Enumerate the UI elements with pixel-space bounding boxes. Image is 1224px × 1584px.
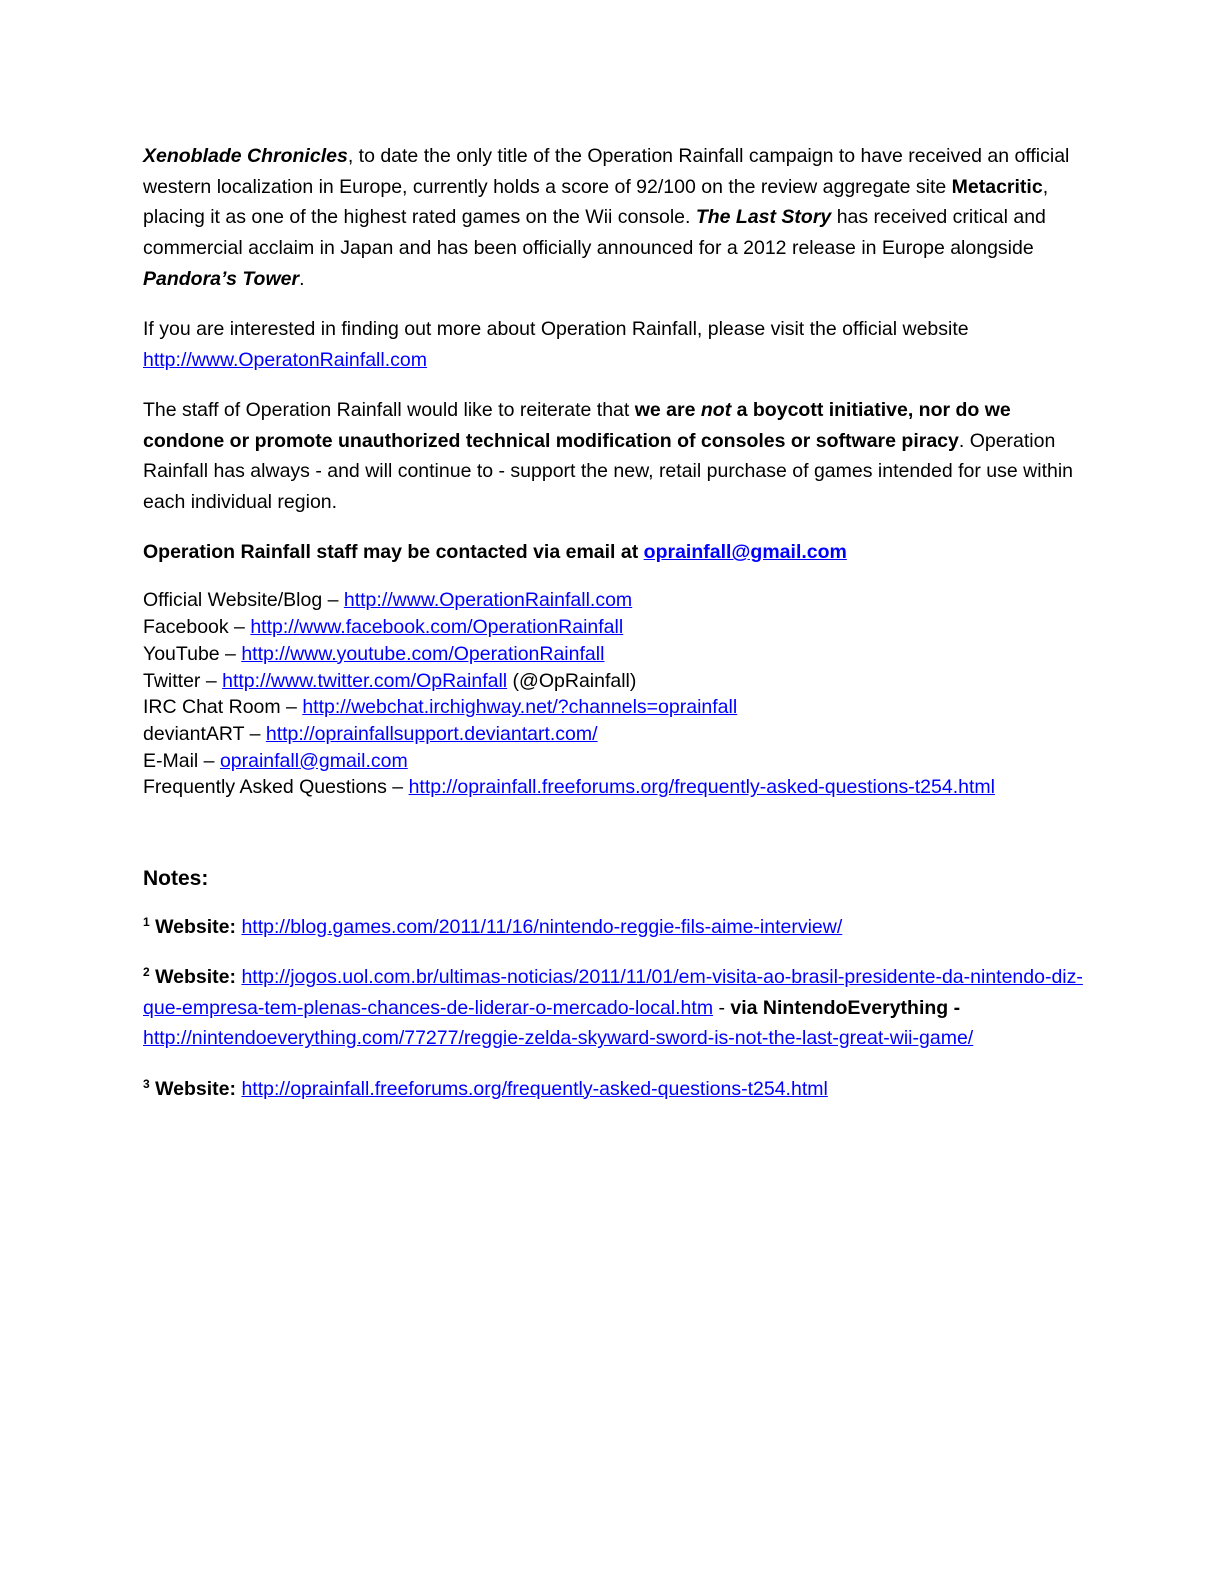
link-label: Twitter – bbox=[143, 669, 223, 692]
footnote-number: 3 bbox=[143, 1076, 150, 1091]
link-irc[interactable]: http://webchat.irchighway.net/?channels=oprainfall bbox=[302, 696, 738, 719]
link-label: Official Website/Blog – bbox=[143, 589, 344, 612]
separator: - bbox=[713, 996, 731, 1019]
link-row-faq bbox=[143, 774, 1083, 801]
text: , to date the only title of the Operation Rainfall campaign to have received an official western localization in Europe, currently holds a score of 92/100 on the review aggregate site bbox=[143, 145, 1070, 198]
title-last-story: The Last Story bbox=[695, 206, 832, 229]
link-deviantart[interactable]: http://oprainfallsupport.deviantart.com/ bbox=[265, 722, 598, 745]
bold-text: we are bbox=[634, 398, 701, 421]
link-label: IRC Chat Room – bbox=[143, 696, 303, 719]
via-label: via NintendoEverything - bbox=[730, 996, 961, 1019]
note-2-link[interactable]: http://jogos.uol.com.br/ultimas-noticias/2011/11/01/em-visita-ao-brasil-presidente-da-nintendo-diz-que-empresa-tem-plenas-chances-de-liderar-o-mercado-local.htm bbox=[143, 965, 1083, 1019]
link-label: deviantART – bbox=[143, 722, 266, 745]
link-row-email bbox=[143, 748, 1083, 775]
link-label: Facebook – bbox=[143, 616, 251, 639]
title-pandoras-tower: Pandora’s Tower bbox=[143, 267, 300, 290]
twitter-handle: (@OpRainfall) bbox=[507, 669, 637, 692]
metacritic-label: Metacritic bbox=[951, 175, 1043, 198]
text: The staff of Operation Rainfall would like to reiterate that bbox=[143, 398, 635, 421]
official-website-link[interactable]: http://www.OperatonRainfall.com bbox=[143, 348, 427, 371]
link-email[interactable]: oprainfall@gmail.com bbox=[219, 749, 408, 772]
link-row-facebook bbox=[143, 614, 1083, 641]
note-1-link[interactable]: http://blog.games.com/2011/11/16/nintendo-reggie-fils-aime-interview/ bbox=[241, 915, 843, 938]
note-label: Website: bbox=[155, 965, 237, 988]
link-row-irc bbox=[143, 694, 1083, 721]
footnote-number: 2 bbox=[143, 964, 150, 979]
notes-heading: Notes: bbox=[143, 867, 209, 891]
note-label: Website: bbox=[155, 1077, 237, 1100]
contact-email-link[interactable]: oprainfall@gmail.com bbox=[643, 541, 847, 564]
link-row-twitter bbox=[143, 668, 1083, 695]
note-3-link[interactable]: http://oprainfall.freeforums.org/frequently-asked-questions-t254.html bbox=[241, 1077, 828, 1100]
paragraph-website bbox=[143, 314, 1083, 375]
text: . bbox=[299, 267, 305, 290]
bold-italic-text: not bbox=[700, 398, 732, 421]
links-list bbox=[143, 587, 1083, 801]
paragraph-xenoblade bbox=[143, 141, 1083, 295]
note-1 bbox=[143, 912, 1083, 943]
link-row-youtube bbox=[143, 641, 1083, 668]
note-3 bbox=[143, 1074, 1083, 1105]
spacer bbox=[143, 801, 1083, 864]
document-page bbox=[143, 141, 1083, 1124]
note-label: Website: bbox=[155, 915, 237, 938]
note-2 bbox=[143, 962, 1083, 1054]
link-youtube[interactable]: http://www.youtube.com/OperationRainfall bbox=[241, 642, 605, 665]
footnote-number: 1 bbox=[143, 914, 150, 929]
title-xenoblade: Xenoblade Chronicles bbox=[143, 145, 348, 167]
link-label: YouTube – bbox=[143, 642, 242, 665]
bold-text: a boycott initiative, nor do we condone or promote unauthorized technical modification of consoles or software piracy bbox=[143, 398, 1011, 452]
link-website[interactable]: http://www.OperationRainfall.com bbox=[343, 589, 633, 612]
link-row-deviantart bbox=[143, 721, 1083, 748]
link-label: E-Mail – bbox=[143, 749, 220, 772]
link-label: Frequently Asked Questions – bbox=[143, 776, 409, 799]
text: If you are interested in finding out more about Operation Rainfall, please visit the official website bbox=[143, 318, 969, 341]
link-row-website bbox=[143, 587, 1083, 614]
link-facebook[interactable]: http://www.facebook.com/OperationRainfall bbox=[250, 616, 624, 639]
contact-text: Operation Rainfall staff may be contacted via email at bbox=[143, 541, 644, 564]
text: has received critical and commercial acclaim in Japan and has been officially announced for a 2012 release in Europe alongside bbox=[143, 206, 1046, 260]
link-twitter[interactable]: http://www.twitter.com/OpRainfall bbox=[222, 669, 508, 692]
note-2-link-2[interactable]: http://nintendoeverything.com/77277/reggie-zelda-skyward-sword-is-not-the-last-great-wii-game/ bbox=[143, 1027, 974, 1050]
contact-line bbox=[143, 537, 1083, 568]
link-faq[interactable]: http://oprainfall.freeforums.org/frequently-asked-questions-t254.html bbox=[408, 776, 995, 799]
text: . Operation Rainfall has always - and will continue to - support the new, retail purchase of games intended for use within each individual region. bbox=[143, 429, 1074, 514]
text: , placing it as one of the highest rated games on the Wii console. bbox=[143, 175, 1049, 229]
paragraph-staff-statement bbox=[143, 395, 1083, 518]
